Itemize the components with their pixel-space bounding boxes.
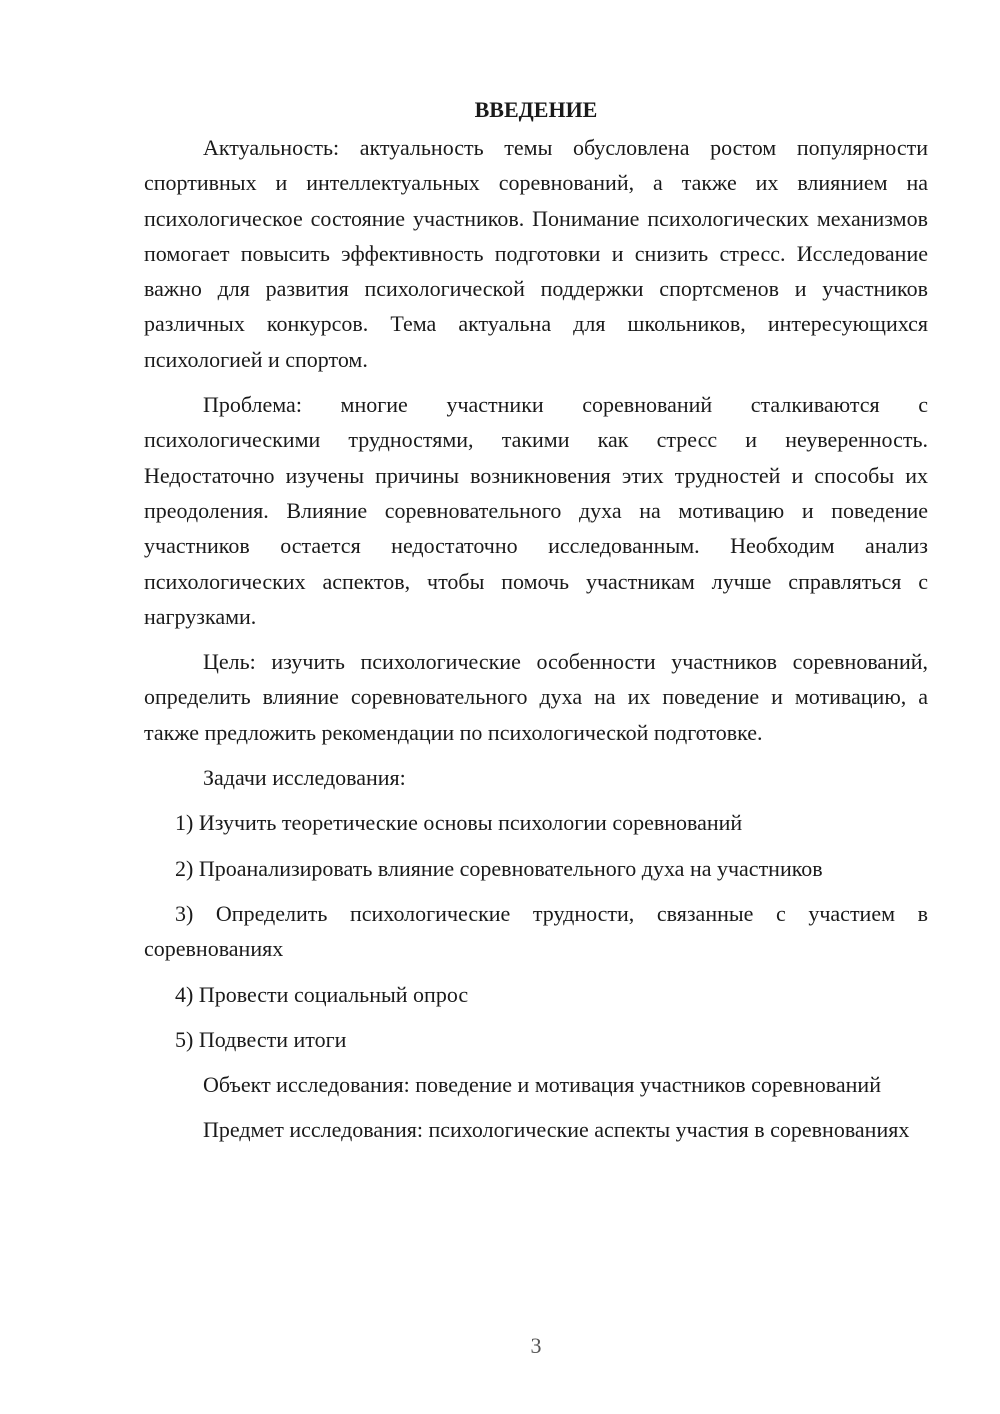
relevance-paragraph: Актуальность: актуальность темы обусловлена ростом популярности спортивных и интеллектуальных соревнований, а также их влиянием на психологическое состояние участников. Понимание психологических механизмов помогает повысить эффективность подготовки и снизить стресс. Исследование важно для развития психологической поддержки спортсменов и участников различных конкурсов. Тема актуальна для школьников, интересующихся психологией и спортом. bbox=[144, 135, 928, 372]
task-item-5: 5) Подвести итоги bbox=[175, 1026, 347, 1052]
task-item-4: 4) Провести социальный опрос bbox=[175, 981, 469, 1007]
document-heading: ВВЕДЕНИЕ bbox=[474, 97, 598, 122]
task-item-3: 3) Определить психологические трудности, связанные с участием в соревнованиях bbox=[144, 900, 928, 962]
tasks-heading: Задачи исследования: bbox=[203, 765, 406, 791]
object-paragraph: Объект исследования: поведение и мотивация участников соревнований bbox=[203, 1072, 881, 1098]
problem-paragraph: Проблема: многие участники соревнований сталкиваются с психологическими трудностями, такими как стресс и неуверенность. Недостаточно изучены причины возникновения этих трудностей и способы их преодоления. Влияние соревновательного духа на мотивацию и поведение участников остается недостаточно исследованным. Необходим анализ психологических аспектов, чтобы помочь участникам лучше справляться с нагрузками. bbox=[144, 392, 928, 629]
subject-paragraph: Предмет исследования: психологические аспекты участия в соревнованиях bbox=[203, 1117, 910, 1143]
page-number: 3 bbox=[530, 1333, 542, 1358]
task-item-2: 2) Проанализировать влияние соревновательного духа на участников bbox=[175, 855, 823, 881]
task-item-1: 1) Изучить теоретические основы психологии соревнований bbox=[175, 810, 743, 836]
document-page bbox=[144, 92, 928, 1158]
goal-paragraph: Цель: изучить психологические особенности участников соревнований, определить влияние соревновательного духа на их поведение и мотивацию, а также предложить рекомендации по психологической подготовке. bbox=[144, 649, 928, 745]
